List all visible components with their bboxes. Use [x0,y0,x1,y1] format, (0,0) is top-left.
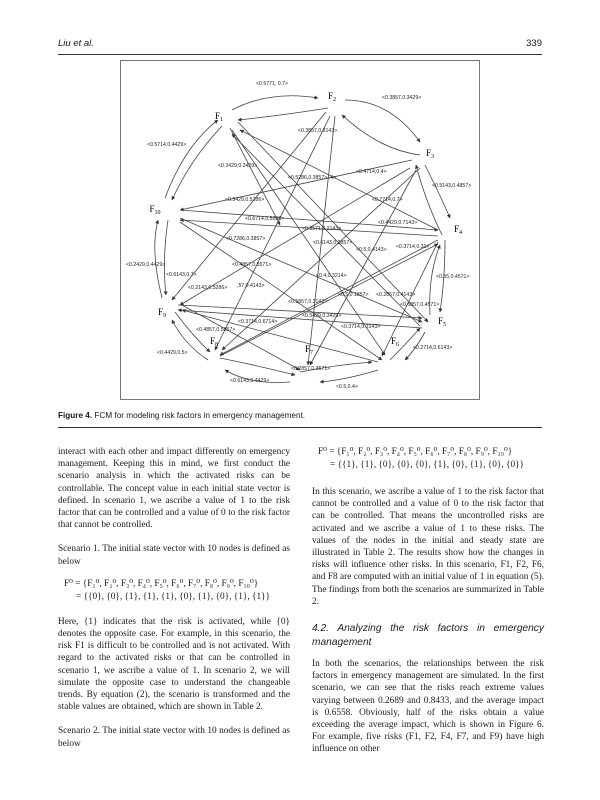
edge-label: <0.2714,0.6143> [413,345,453,351]
edge-label: <0.7286,0.3857> [226,236,266,242]
edge-label: <0.2429,0.4429> [126,262,166,268]
equation-lhs: F⁰ = {F₁⁰, F₂⁰, F₃⁰, F₄⁰, F₅⁰, F₆⁰, F₇⁰, F₈⁰, F₉⁰, F₁₀⁰} [64,578,259,589]
figure-caption-text: FCM for modeling risk factors in emergency management. [94,411,306,420]
node-f2-sub: 2 [333,97,337,103]
edge-label: <0.3714,0.6714> [238,319,278,325]
edge-label: <0.3714,0.31> [396,244,430,250]
body-paragraph: In both the scenarios, the relationships between the risk factors in emergency management are simulated. In the first scenario, we can see that the risks reach extreme values varying between 0.2689 and 0.8433, and the average impact is 0.6558. Obviously, half of the risks obtain a value exceeding the average impact, which is shown in Figure 6. For example, five risks (F1, F2, F4, F7, and F9) have high influence on other [312,659,544,755]
equation-scenario-1 [58,578,290,604]
edge-label: <0.4857,0.5857> [196,327,236,333]
edge-label: <0.6714,0.5286> [245,216,285,222]
edge-label: <0.2857,0.4143> [376,292,416,298]
equation-rhs: = {{0}, {0}, {1}, {1}, {1}, {0}, {1}, {0}, {1}, {1}} [76,591,271,602]
body-paragraph: Scenario 2. The initial state vector with 10 nodes is defined as below [58,726,290,749]
caption-rule [58,427,542,428]
edge-label: <0.3429,0.3429> [218,163,258,169]
edge-label: <0.6143,0.7> [166,272,197,278]
equation-scenario-2 [312,446,544,472]
node-f7-base: F [304,344,311,354]
edge-label: <0.5429,0.5286> [225,197,265,203]
edge-label: ,57,0.4143> [237,283,265,289]
edge-label: <0.6143,0.4429> [230,378,270,384]
edge-label: <0.3857,0.3429> [382,95,422,101]
fcm-diagram [120,60,480,400]
section-heading: 4.2. Analyzing the risk factors in emergency management [312,623,544,649]
node-f3-sub: 3 [431,154,435,160]
node-f9-sub: 9 [163,313,167,319]
edge-label: <0.5857,0.3143> [288,299,328,305]
edge-label: <0.55,0.4571> [436,274,470,280]
node-f5-sub: 5 [443,322,447,328]
edge-label: <0.4714,0.4> [356,169,387,175]
edge-label: <0.5,0.4> [336,384,358,390]
edge-label: <0.4429,0.7143> [378,220,418,226]
node-f1-sub: 1 [220,117,224,123]
body-paragraph: interact with each other and impact differently on emergency management. Keeping this in mind, we first conduct the scenario analysis in which the activated risks can be controllable. The concept value in each initial state vector is defined. In scenario 1, we ascribe a value of 1 to the risk factor that can be controlled and a value of 0 to the risk factor that cannot be controlled. [58,447,290,531]
node-f7-sub: 7 [310,350,314,356]
page-number: 339 [526,38,542,49]
edge-label: <0.3571,0.2143> [302,226,342,232]
edge-label: <0.5,0.4143> [356,247,387,253]
edge-label: <0.4857,0.5571> [232,262,272,268]
body-paragraph: Scenario 1. The initial state vector with 10 nodes is defined as below [58,544,290,567]
node-f8-base: F [209,336,216,346]
figure-caption [58,411,542,420]
header-rule [58,54,542,55]
node-f10-base: F [149,204,155,214]
body-paragraph: In this scenario, we ascribe a value of 1 to the risk factor that cannot be controlled and a value of 0 to the risk factor that can be controlled. That means the uncontrolled risks are activated and we ascribe a value of 1 to these risks. The values of the nodes in the initial and steady state are illustrated in Table 2. The results show how the changes in risks will influence other risks. In this scenario, F1, F2, F6, and F8 are computed with an initial value of 1 in equation (5). The findings from both the scenarios are summarized in Table 2. [312,487,544,607]
node-f4-sub: 4 [459,230,463,236]
edge-label: <0.5857,0.4571> [400,302,440,308]
edge-label: <0.7714,0.7> [372,197,403,203]
edge-label: <0.5,0.1857> [338,292,369,298]
edge-label: <0.3857,0.3143> [298,128,338,134]
running-header [58,38,542,52]
body-paragraph: Here, {1} indicates that the risk is activated, while {0} denotes the opposite case. For example, in this scenario, the risk F1 is difficult to be controlled and is not activated. With regard to the activated risks or that can be controlled in scenario 1, we ascribe a value of 1. In scenario 2, we will simulate the opposite case to understand the changeable trends. By equation (2), the scenario is transformed and the stable values are obtained, which are shown in Table 2. [58,616,290,713]
edge-label: <0.4,0.3214> [316,273,347,279]
node-f10-sub: 10 [154,210,161,216]
node-f8-sub: 8 [215,342,219,348]
node-f3-base: F [425,148,432,158]
node-f6-sub: 6 [396,342,400,348]
left-column [58,446,290,750]
equation-lhs: F⁰ = {F₁⁰, F₂⁰, F₃⁰, F₄⁰, F₅⁰, F₆⁰, F₇⁰, F₈⁰, F₉⁰, F₁₀⁰} [318,447,513,457]
edge-label: <0.5286,0.3857>,.4> [288,175,337,181]
node-f9-base: F [157,307,164,317]
edge-label: <0.3714,0.3143> [341,324,381,330]
edge-label: <0.5143,0.4857> [432,183,472,189]
node-f4-base: F [453,224,460,234]
running-header-authors: Liu et al. [58,38,94,49]
edge-label: <0.5714,0.4429> [147,142,187,148]
fcm-figure [120,60,480,400]
edge-label: <0.4429,0.5> [157,350,188,356]
edge-label: <0.2143,0.5286> [188,285,228,291]
node-f2-base: F [327,91,334,101]
equation-rhs: = {{1}, {1}, {0}, {0}, {0}, {1}, {0}, {1}, {0}, {0}} [330,460,525,470]
edge-label: <0.5429,0.3429> [302,313,342,319]
node-f1-base: F [214,111,221,121]
node-f6-base: F [390,336,397,346]
edge-label: <0.2857,0.3571> [291,366,331,372]
node-f5-base: F [437,316,444,326]
figure-caption-label: Figure 4. [58,411,93,420]
edge-label: <0.6143,0.3857> [313,240,353,246]
edge-label: <0.5771, 0.7> [256,81,289,87]
right-column [312,446,544,756]
